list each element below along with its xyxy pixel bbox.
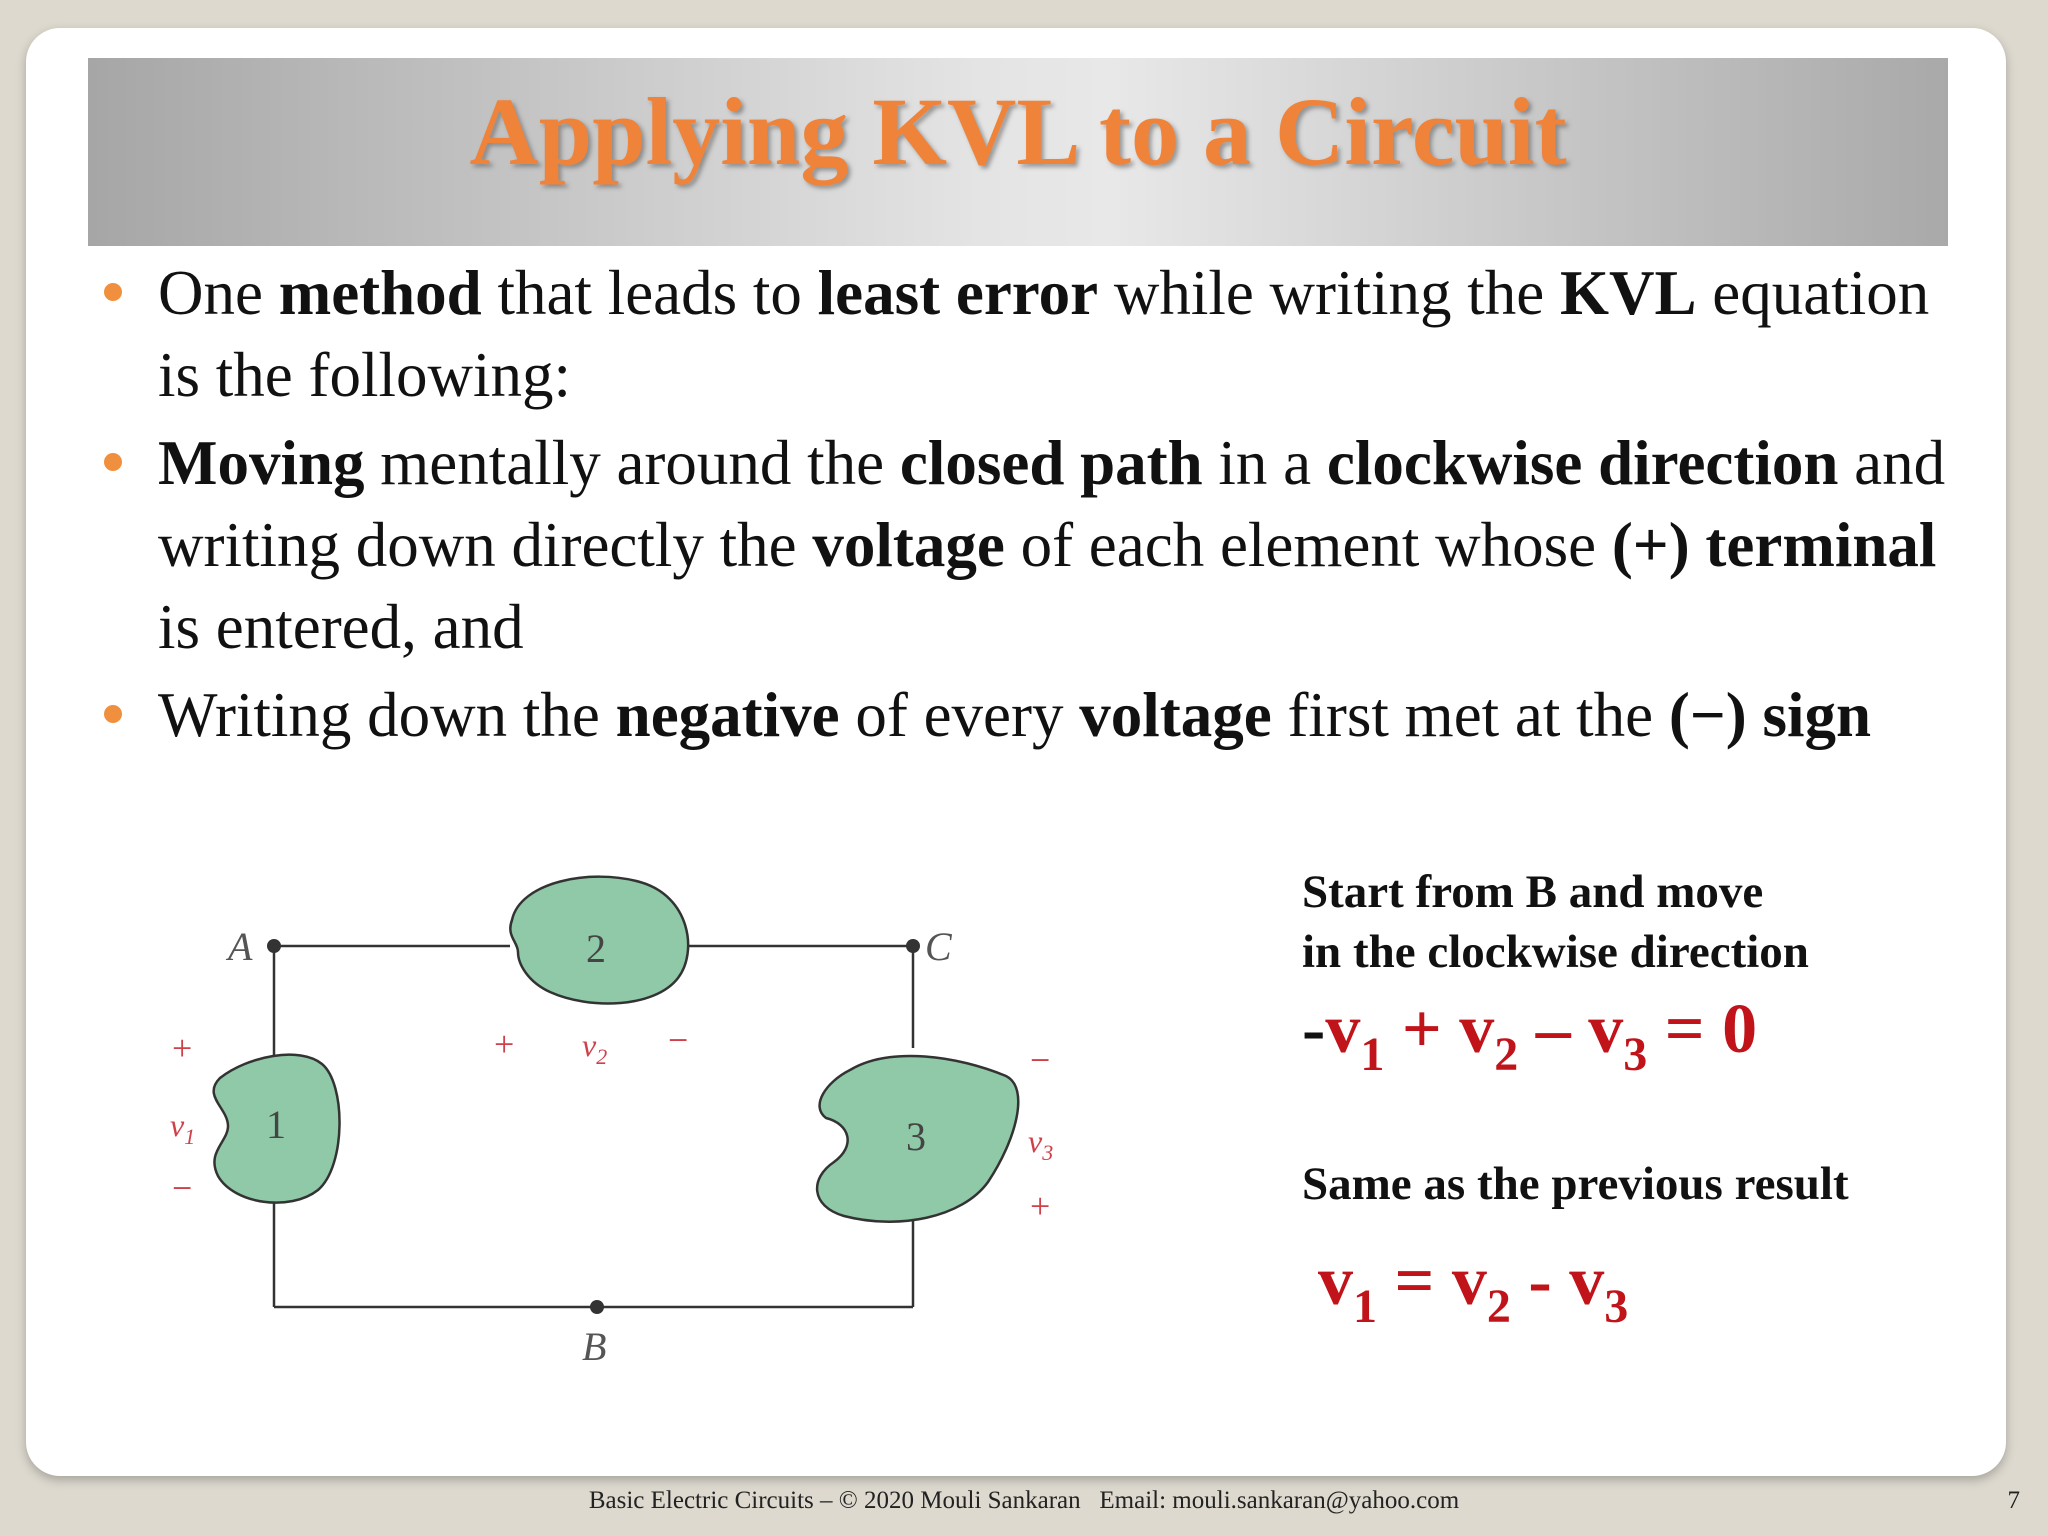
node-a-dot (267, 939, 281, 953)
node-b-label: B (582, 1324, 607, 1369)
slide-title: Applying KVL to a Circuit (469, 78, 1567, 185)
node-c-dot (906, 939, 920, 953)
bullet-text-run: mentally around the (364, 428, 900, 498)
bullet-item (100, 252, 1960, 416)
bullet-bold-run: voltage (812, 510, 1005, 580)
kvl-equation (1302, 990, 1757, 1082)
element-2-label: 2 (586, 926, 606, 971)
page-number: 7 (2007, 1487, 2020, 1514)
v1-minus-sign: − (172, 1168, 193, 1208)
bullet-bold-run: (−) sign (1668, 680, 1872, 750)
v2-plus-sign: + (494, 1024, 515, 1064)
bullet-dot-icon (104, 453, 122, 471)
bullet-text (158, 680, 1871, 750)
bullet-bold-run: KVL (1560, 258, 1697, 328)
bullet-bold-run: closed path (899, 428, 1203, 498)
eq1-sub-1: 1 (1360, 1028, 1385, 1081)
v3-minus-sign: − (1030, 1040, 1051, 1080)
eq2-op-2: - (1510, 1243, 1570, 1320)
eq2-sub-2: 2 (1486, 1280, 1511, 1333)
bullet-dot-icon (104, 705, 122, 723)
eq2-term-3: v (1569, 1243, 1605, 1320)
bullet-text-run: One (158, 258, 279, 328)
v3-plus-sign: + (1030, 1186, 1051, 1226)
v1-label: $v_1$ (170, 1107, 196, 1149)
v2-label: $v_2$ (582, 1027, 608, 1069)
v3-label: $v_3$ (1028, 1123, 1054, 1165)
bullet-item (100, 674, 1960, 756)
note-start-from-b (1302, 862, 1809, 982)
bullet-bold-run: negative (615, 680, 840, 750)
bullet-dot-icon (104, 283, 122, 301)
bullet-bold-run: Moving (158, 428, 365, 498)
bullet-text (158, 428, 1945, 662)
eq2-sub-3: 3 (1604, 1280, 1629, 1333)
title-bar (88, 58, 1948, 246)
v2-minus-sign: − (668, 1020, 689, 1060)
bullet-text-run: of each element whose (1004, 510, 1612, 580)
bullet-bold-run: method (278, 258, 482, 328)
bullet-text-run: and writing down directly the (158, 428, 1946, 580)
bullet-text-run: equation is the following: (158, 258, 1930, 410)
eq1-op-2: – (1518, 991, 1589, 1068)
element-3-label: 3 (906, 1114, 926, 1159)
bullet-bold-run: clockwise direction (1326, 428, 1839, 498)
v1-equation (1318, 1242, 1628, 1334)
node-b-dot (590, 1300, 604, 1314)
note-line-2: in the clockwise direction (1302, 926, 1809, 978)
note-same-result: Same as the previous result (1302, 1158, 1849, 1210)
bullet-list (100, 252, 1960, 762)
eq2-sub-1: 1 (1353, 1280, 1377, 1333)
eq1-lead-minus: - (1302, 991, 1326, 1068)
eq1-term-1: v (1325, 991, 1361, 1068)
bullet-text-run: Writing down the (158, 680, 616, 750)
bullet-item (100, 422, 1960, 668)
bullet-text-run: while writing the (1098, 258, 1560, 328)
slide-footer: Basic Electric Circuits – © 2020 Mouli Sankaran Email: mouli.sankaran@yahoo.com (588, 1487, 1460, 1514)
node-c-label: C (925, 924, 952, 969)
bullet-text-run: is entered, and (158, 592, 524, 662)
eq1-term-3: v (1588, 991, 1624, 1068)
eq1-sub-2: 2 (1494, 1028, 1519, 1081)
bullet-text-run: in a (1202, 428, 1327, 498)
eq2-term-2: v (1451, 1243, 1487, 1320)
bullet-text-run: of every (839, 680, 1080, 750)
bullet-bold-run: voltage (1079, 680, 1272, 750)
bullet-text (158, 258, 1929, 410)
element-1-label: 1 (266, 1102, 286, 1147)
circuit-diagram (150, 860, 1110, 1380)
v1-plus-sign: + (172, 1028, 193, 1068)
eq1-sub-3: 3 (1623, 1028, 1648, 1081)
eq2-op-1: = (1377, 1243, 1452, 1320)
bullet-bold-run: least error (817, 258, 1099, 328)
bullet-bold-run: (+) terminal (1611, 510, 1937, 580)
eq1-rhs: = 0 (1647, 991, 1758, 1068)
note-line-1: Start from B and move (1302, 866, 1764, 918)
eq1-op-1: + (1384, 991, 1460, 1068)
eq1-term-2: v (1459, 991, 1495, 1068)
bullet-text-run: that leads to (481, 258, 818, 328)
eq2-term-1: v (1318, 1243, 1353, 1320)
bullet-text-run: first met at the (1271, 680, 1669, 750)
node-a-label: A (228, 924, 253, 969)
